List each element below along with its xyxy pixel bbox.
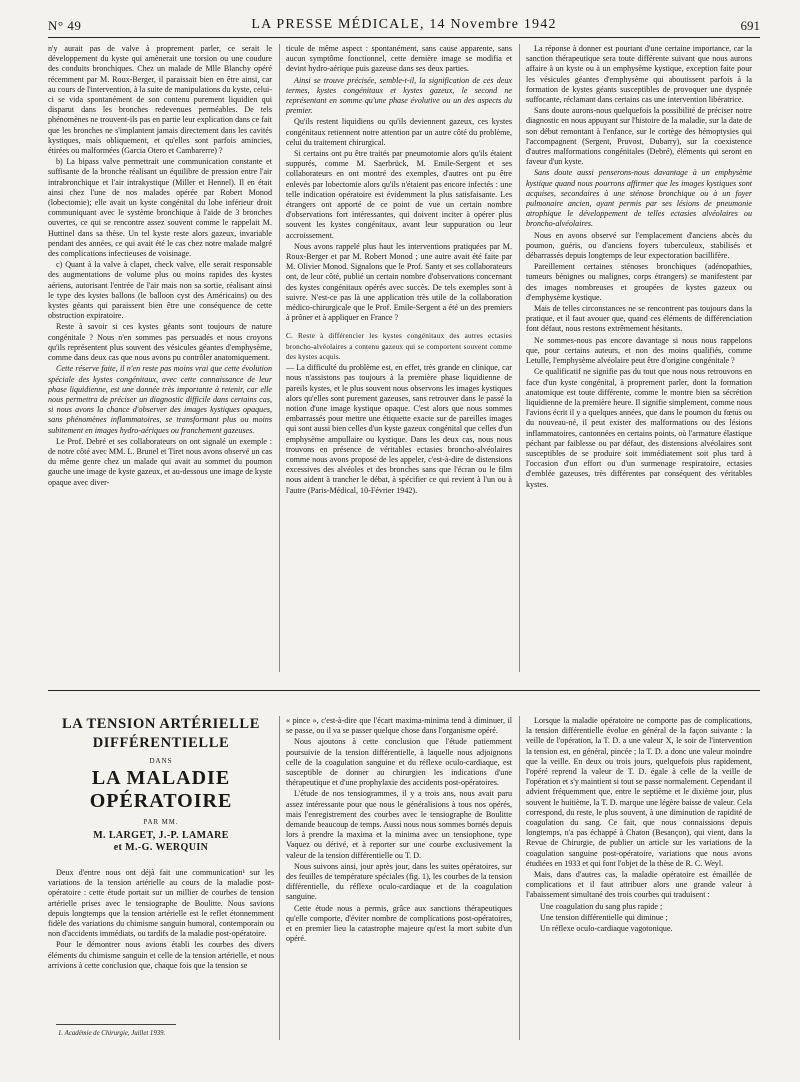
article-column-3 — [526, 716, 752, 1040]
article-authors-line1: M. LARGET, J.-P. LAMARE — [93, 830, 229, 841]
article-authors-line2: et M.-G. WERQUIN — [113, 842, 209, 853]
paragraph: Nous en avons observé sur l'emplacement d'anciens abcès du poumon, guéris, ou d'anciens foyers tuberculeux, stabilisés et débarrassés depuis longtemps de leur expectoration bacillifère. — [526, 230, 752, 261]
article-title-line3: LA MALADIE OPÉRATOIRE — [89, 767, 233, 812]
paragraph: — La difficulté du problème est, en effet, très grande en clinique, car nous n'assistons pas toujours à la première phase liquidienne de pareils kystes, et le plus souvent nous observons les images kystiques alors qu'elles sont purement gazeuses, sans retrouver dans le passé la notion d'une image kystique opaque. C'est alors que nous sommes embarrassés pour mettre une étiquette exacte sur de pareilles images qui sont aussi bien celles d'un kyste gazeux congénital que celles d'un emphysème ampullaire ou kystique. Dans les deux cas, nous nous trouvons en présence de véritables ectasies broncho-alvéolaires comme nous avons proposé de les appeler, c'est-à-dire de distensions excessives des alvéoles et des bronches sans que l'écran ou le film nous aident à trancher le débat, à spécifier ce qui revient à l'un ou à l'autre (Paris-Médical, 10-Février 1942). — [286, 363, 512, 495]
paragraph: Le Prof. Debré et ses collaborateurs on ont signalé un exemple : de notre côté avec MM. L. Brunel et Tiret nous avons observé un cas du même genre chez un malade qui avait au sommet du poumon gauche une image de kyste gazeux, et au-dessous une image de kyste opaque avec diver- — [48, 436, 272, 487]
paragraph: c) Quant à la valve à clapet, check valve, elle serait responsable des augmentations de volume plus ou moins rapides des kystes aériens, autorisant l'entrée de l'air mais non sa sortie, réalisant ainsi le type des kystes ballons (le balloon cyst des Américains) ou des kystes géants qui paraissent bien être une conséquence de cette obstruction expiratoire. — [48, 260, 272, 321]
page-number: 691 — [740, 18, 760, 33]
article-title-block — [48, 716, 274, 853]
paragraph: La réponse à donner est pourtant d'une certaine importance, car la sanction thérapeutique sera toute différente suivant que nous aurons affaire à un kyste ou à un emphysème kystique, exception faite pour les vésicules géantes d'emphysème qui aboutissent parfois à la formation de kystes géants susceptibles de provoquer une dyspnée suffocante, réclamant dans certains cas une intervention libératrice. — [526, 44, 752, 105]
paragraph: Cette réserve faite, il n'en reste pas moins vrai que cette évolution spéciale des kystes congénitaux, avec cette connaissance de leur phase liquidienne, est une donnée très importante à retenir, car elle nous permettra de préciser un diagnostic difficile dans certains cas, si nous avons la chance d'observer des images kystiques opaques, sans phénomènes inflammatoires, se transformant plus ou moins subitement en images hydro-aériques ou franchement gazeuses. — [48, 364, 272, 435]
paragraph: Cette étude nous a permis, grâce aux sanctions thérapeutiques qu'elle comporte, d'éviter nombre de complications post-opératoires, et en premier lieu la catastrophe majeure qu'est la mort subite d'un opéré. — [286, 903, 512, 944]
paragraph: Ce qualificatif ne signifie pas du tout que nous nous retrouvons en face d'un kyste congénital, à proprement parler, dont la formation anatomique est toute différente, comme le montre bien sa sécrétion liquidienne de la première heure. Il signifie simplement, comme nous l'avions écrit il y a quelques années, que dans le poumon du fœtus ou du nouveau-né, il peut exister des malformations ou des lésions inflammatoires, cantonnées en certains points, où l'armature élastique péchant par faiblesse ou par défaut, des distensions alvéolaires sont susceptibles de se produire soit immédiatement soit plus tard à l'occasion d'un effort ou d'un surmenage respiratoire, ectasies d'emblée gazeuses, très différentes par conséquent des véritables kystes. — [526, 367, 752, 489]
journal-title: LA PRESSE MÉDICALE, 14 Novembre 1942 — [251, 17, 557, 32]
article-title-line2: DIFFÉRENTIELLE — [92, 735, 230, 751]
section-subheading: C. Reste à différencier les kystes congénitaux des autres ectasies broncho-alvéolaires a contenu gazeux qui se comportent souvent comme des kystes acquis. — [286, 332, 512, 361]
paragraph: n'y aurait pas de valve à proprement parler, ce serait le développement du kyste qui amènerait une torsion ou une coudure des conduits bronchiques. Chez un malade de Mlle Blanchy opéré récemment par M. Roux-Berger, il paraissait bien en être ainsi, car au cours de l'intervention, à la suite de manipulations du kyste, celui-ci se vida spontanément de son contenu purement liquidien qui disparut dans les bronches redevenues perméables. De tels phénomènes ne trouvent-ils pas en partie leur explication dans ce fait que les bronches ne s'implantent jamais directement dans les cavités kystiques, mais obliquement, et qu'elles sont parfois amincies, étirées ou malformées (Garcia Otero et Cambarerre) ? — [48, 44, 272, 156]
paragraph: Si certains ont pu être traités par pneumotomie alors qu'ils étaient suppurés, comme M. Saerbrück, M. Emile-Sergent et ses collaborateurs en ont montré des exemples, d'autres ont pu être enlevés par lobectomie alors qu'ils n'étaient pas encore infectés : une telle indication opératoire est évidemment la plus satisfaisante. Les étrangers ont apporté de ce point de vue un certain nombre d'observations fort intéressantes, qui doivent inciter à opérer plus souvent les kystes congénitaux, avant leur suppuration ou leur accroissement. — [286, 149, 512, 240]
paragraph: Ainsi se trouve précisée, semble-t-il, la signification de ces deux termes, kystes congénitaux et kystes gazeux, le second ne représentant en somme qu'une phase évolutive ou un des aspects du premier. — [286, 75, 512, 116]
paragraph: Sans doute aussi penserons-nous davantage à un emphysème kystique quand nous pourrons affirmer que les images kystiques sont acquises, secondaires à une sténose bronchique ou à un foyer pulmonaire ancien, ayant permis par ses lésions de pneumonie atrophique le développement de telles ectasies alvéolaires ou broncho-alvéolaires. — [526, 168, 752, 229]
issue-number: N° 49 — [48, 18, 82, 33]
paragraph: b) La bipass valve permettrait une communication constante et suffisante de la bronche réalisant un équilibre de pression entre l'air intrabronchique et l'air intrakystique (Miller et Hennel). Il en était ainsi chez l'une de nos malades opérée par Robert Monod (lobectomie); elle avait un kyste congénital du lobe inférieur droit communiquant avec le système bronchique à l'aide de 3 bronches ouvertes, ce qui se rencontre assez souvent comme le rappelait M. Huttinel dans sa thèse. Un tel kyste reste alors gazeux, invariable pendant des années, ce qui avait été le cas chez notre malade malgré des complications infectieuses de voisinage. — [48, 157, 272, 259]
paragraph: Qu'ils restent liquidiens ou qu'ils deviennent gazeux, ces kystes congénitaux retiennent notre attention par un autre côté du problème, celui du traitement chirurgical. — [286, 117, 512, 147]
paragraph: Nous ajoutons à cette conclusion que l'étude patiemment poursuivie de la tension différentielle, à laquelle nous adjoignons celle de la coagulation sanguine et du réflexe oculo-cardiaque, est susceptible de donner au chirurgien les indications d'une thérapeutique et d'une prophylaxie des accidents post-opératoires. — [286, 737, 512, 788]
paragraph: Ne sommes-nous pas encore davantage si nous nous rappelons que, pour certains auteurs, et non des moins qualifiés, comme Letulle, l'emphysème alvéolaire peut être d'origine congénitale ? — [526, 335, 752, 366]
article-title-dans: DANS — [149, 757, 173, 765]
column-divider — [519, 44, 520, 672]
list-item: Une coagulation du sang plus rapide ; — [540, 901, 663, 911]
column-divider — [279, 44, 280, 672]
paragraph: Mais, dans d'autres cas, la maladie opératoire est émaillée de complications et il faut attribuer alors une grande valeur à l'abaissement simultané des trois courbes qui traduisent : — [526, 870, 752, 900]
list-item: Une tension différentielle qui diminue ; — [540, 912, 668, 922]
top-column-3 — [526, 44, 752, 672]
paragraph: Mais de telles circonstances ne se rencontrent pas toujours dans la pratique, et il faut avouer que, quand ces éléments de différenciation font défaut, nous restons extrêmement hésitants. — [526, 304, 752, 334]
paragraph: Lorsque la maladie opératoire ne comporte pas de complications, la tension différentielle évolue en général de la façon suivante : la veille de l'opération, la T. D. a une valeur X, le soir de l'intervention la tension est, en général, pincée ; la T. D. a donc une valeur moindre que la veille. En deux ou trois jours, quelquefois plus rapidement, l'opéré reprend la valeur de T. D. égale à celle de la veille de l'opération et s'y maintient si tout se passe normalement. Cependant il advient fréquemment que, entre le septième et le dixième jour, plus souvent le huitième, la T. D. marque une légère baisse de valeur. Cela correspond, du reste, le plus souvent, à une diminution de rapidité de coagulation du sang. Ce fait, que nous connaissions depuis longtemps, n'a pas échappé à Chaton (Besançon), qui vient, dans la Revue de Chirurgie, de publier un article sur les variations de la coagulation sanguine post-opératoire, variations que nous avons étudiées en 1933 et qui font l'objet de la thèse de R. C. Weyl. — [526, 716, 752, 868]
footnote: 1. Académie de Chirurgie, Juillet 1939. — [58, 1030, 166, 1037]
article-column-2 — [286, 716, 512, 1040]
paragraph: L'étude de nos tensiogrammes, il y a trois ans, nous avait paru assez intéressante pour que nous le généralisions à tous nos opérés, mais l'enregistrement des courbes avec le tensiographe de Boulitte demande beaucoup de temps. Aussi nous nous sommes bornés depuis lors à prendre la maxima et la minima avec un tensiophone, type Vaquez ou dérivé, et à reporter sur une courbe exclusivement la valeur de la tension différentielle ou T. D. — [286, 789, 512, 860]
paragraph: Nous suivons ainsi, jour après jour, dans les suites opératoires, sur des feuilles de température spéciales (fig. 1), les courbes de la tension différentielle, du réflexe oculo-cardiaque et de la coagulation sanguine. — [286, 861, 512, 902]
page-header — [48, 14, 760, 38]
list-item: Un réflexe oculo-cardiaque vagotonique. — [540, 924, 673, 934]
article-byline-par: PAR MM. — [143, 819, 179, 826]
top-column-1 — [48, 44, 272, 672]
paragraph: Pour le démontrer nous avions établi les courbes des divers éléments du chimisme sanguin et celle de la tension artérielle, et nous arrivions à cette conclusion que, chaque fois que la tension se — [48, 940, 274, 970]
paragraph: Reste à savoir si ces kystes géants sont toujours de nature congénitale ? Nous n'en sommes pas persuadés et nous croyons qu'ils représentent plus souvent des vésicules géantes d'emphysème, comme dans deux cas que nous avons pu contrôler anatomiquement. — [48, 322, 272, 363]
section-separator — [48, 690, 760, 691]
paragraph: Sans doute aurons-nous quelquefois la possibilité de préciser notre diagnostic en nous appuyant sur l'histoire de la maladie, sur la date de son début remontant à l'enfance, sur le cortège des hémoptysies qui l'accompagnent (Sergent, Pruvost, Dubarry), sur la coexistence d'autres malformations congénitales (Debré), éléments qui seront en faveur d'un kyste. — [526, 106, 752, 167]
column-divider — [279, 716, 280, 1040]
article-title-line1: LA TENSION ARTÉRIELLE — [62, 716, 260, 732]
paragraph: « pince », c'est-à-dire que l'écart maxima-minima tend à diminuer, il se passe, ou il va se passer quelque chose dans l'organisme opéré. — [286, 716, 512, 736]
paragraph: Pareillement certaines sténoses bronchiques (adénopathies, tumeurs bénignes ou malignes, corps étrangers) se manifestent par des images nombreuses et groupées de kystes gazeux ou d'emphysème kystique. — [526, 262, 752, 302]
column-divider — [519, 716, 520, 1040]
footnote-rule — [56, 1024, 176, 1025]
paragraph: Nous avons rappelé plus haut les interventions pratiquées par M. Roux-Berger et par M. Robert Monod ; une autre avait été faite par M. Olivier Monod. Signalons que le Prof. Santy et ses collaborateurs ont, de leur côté, publié un certain nombre d'observations concernant des kystes congénitaux opérés avec succès. De tels exemples sont à suivre. N'est-ce pas là une application très utile de la collaboration médico-chirurgicale que le Prof. Emile-Sergent a été un des premiers à prôner et à appliquer en France ? — [286, 241, 512, 323]
paragraph: ticule de même aspect : spontanément, sans cause apparente, sans aucun symptôme fonctionnel, cette dernière image se modifia et devint hydro-aérique puis gazeuse dans ses deux parties. — [286, 44, 512, 74]
top-column-2 — [286, 44, 512, 672]
paragraph: Deux d'entre nous ont déjà fait une communication¹ sur les variations de la tension artérielle au cours de la maladie post-opératoire : cette étude portait sur un millier de courbes de tension artérielle prises avec le tensiographe de Boulitte. Nous savions depuis longtemps que la tension artérielle est le reflet étonnemment fidèle des variations du chimisme sanguin humoral, contemporain ou non d'accidents immédiats, ou tardifs de la maladie post-opératoire. — [48, 868, 274, 939]
article-column-1 — [48, 868, 274, 1020]
